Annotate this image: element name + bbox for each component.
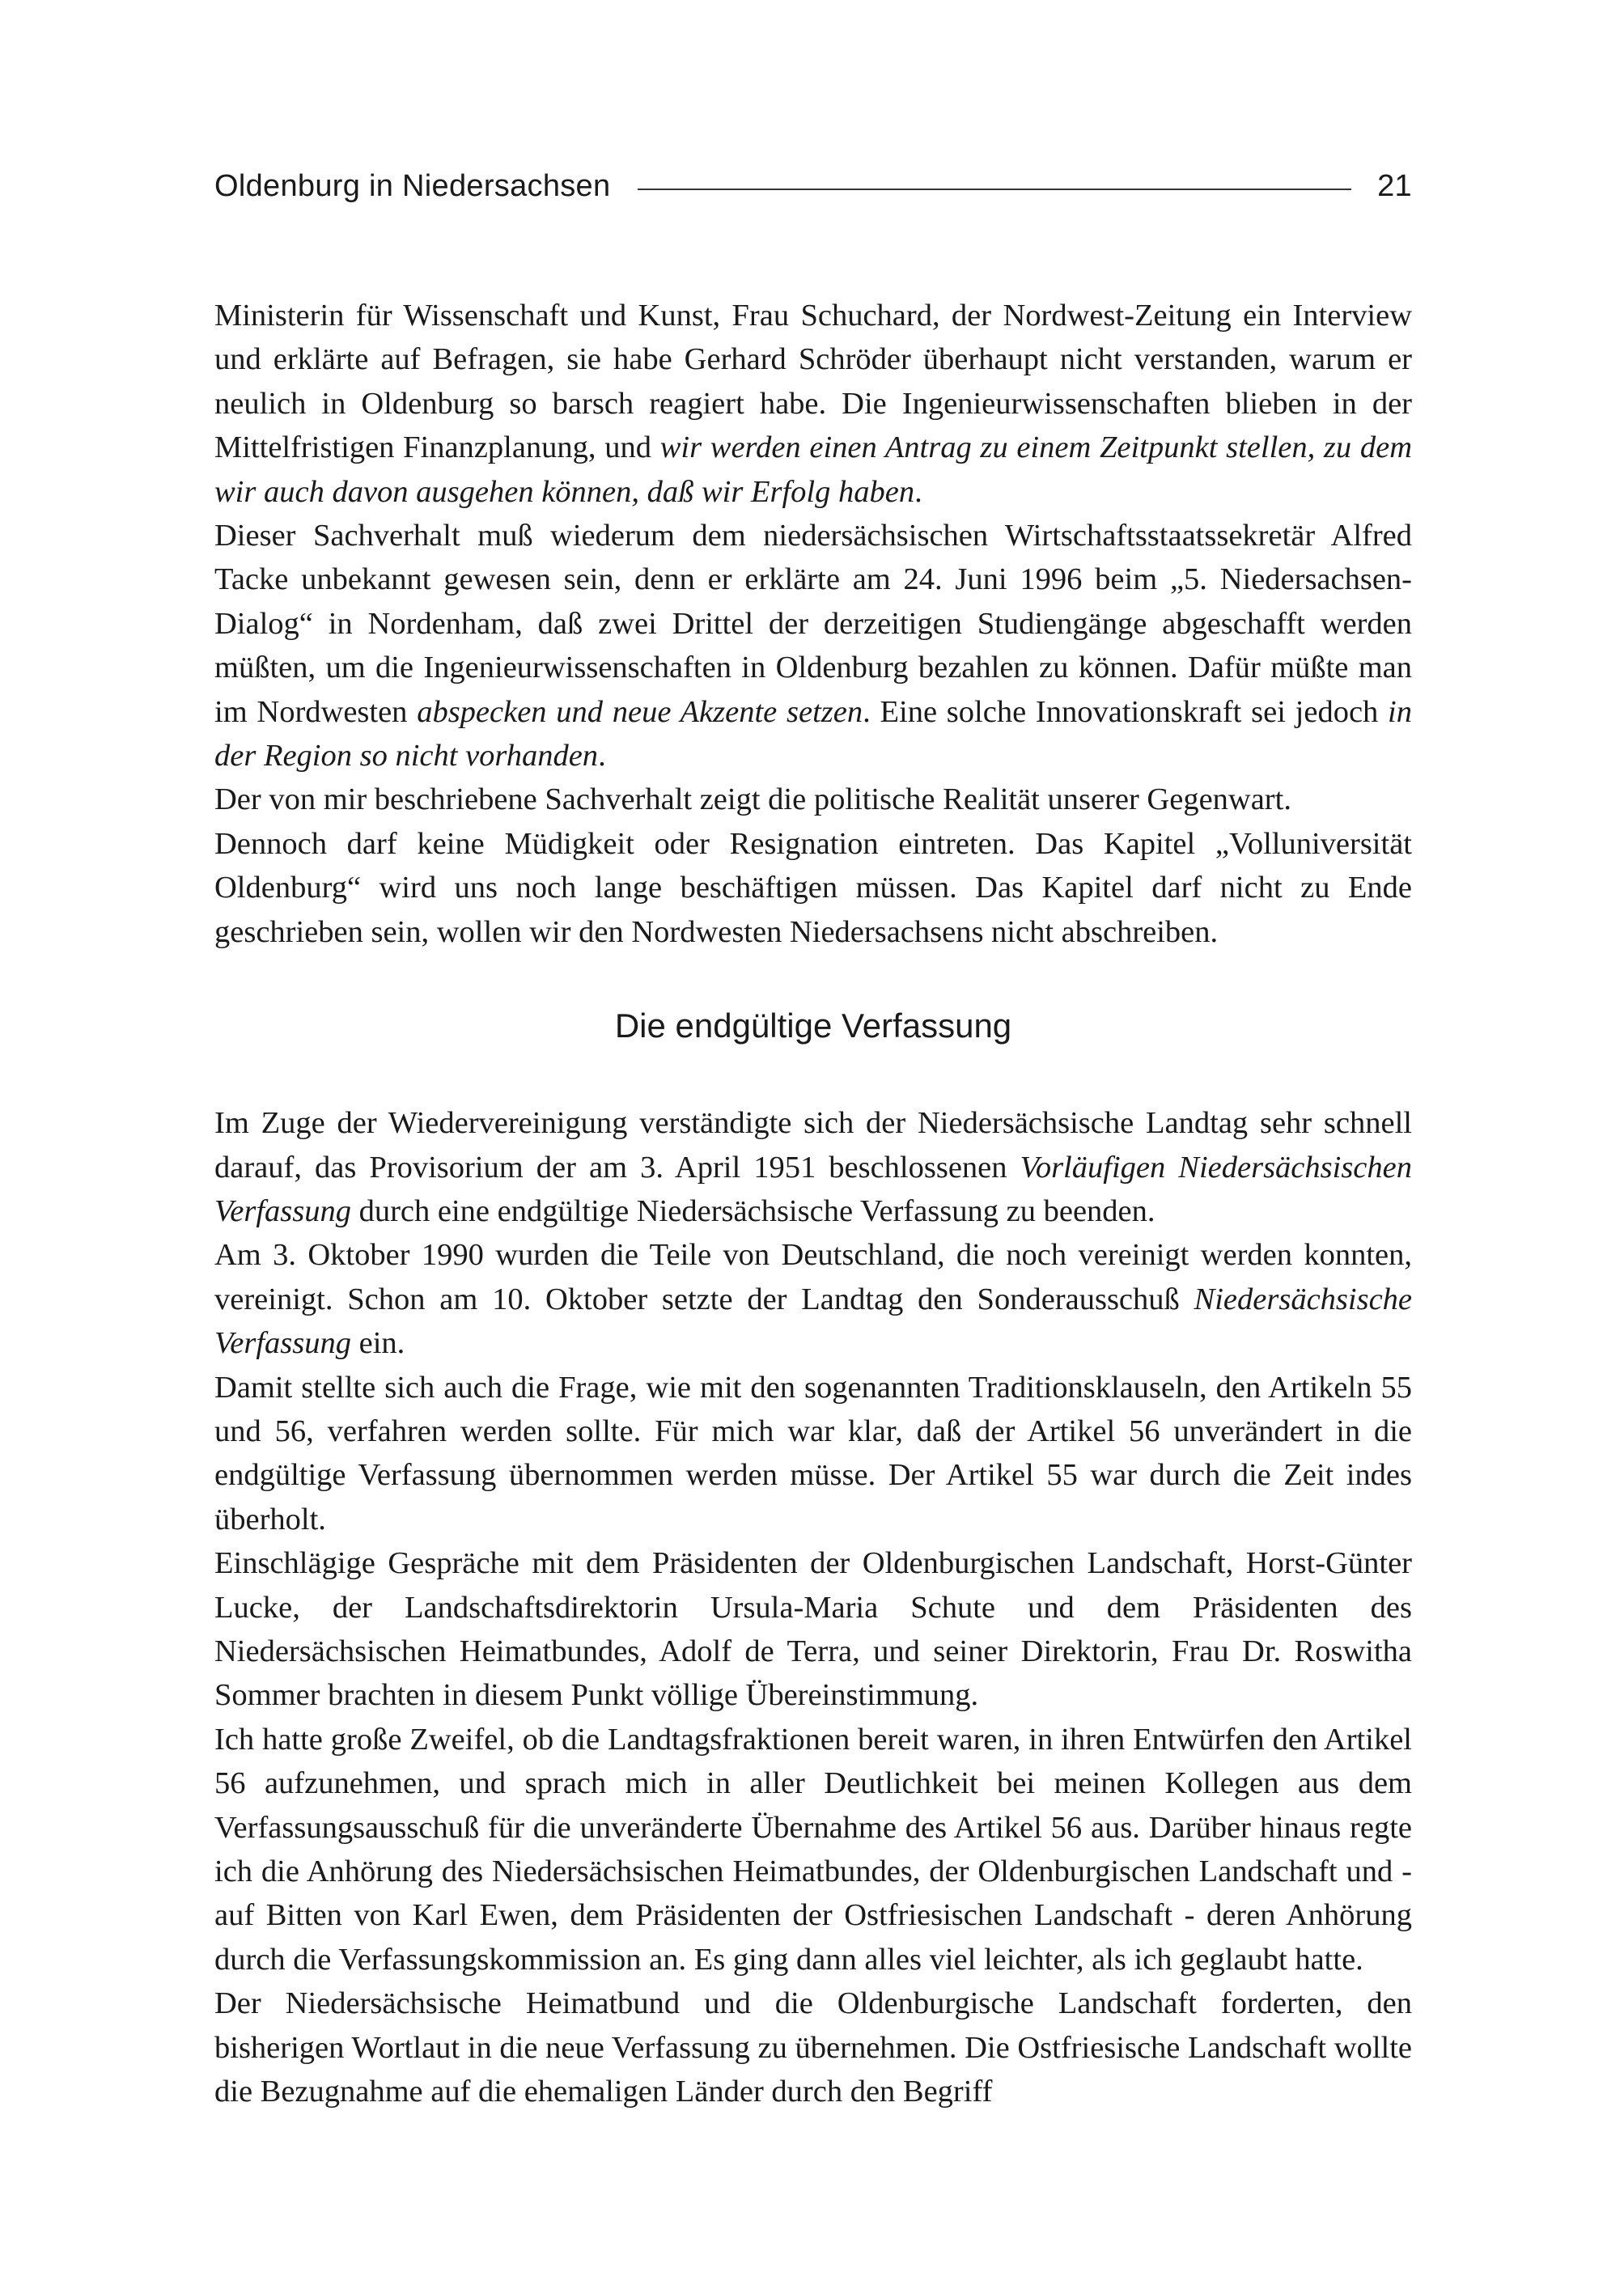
paragraph bbox=[214, 1981, 1412, 2113]
paragraph bbox=[214, 778, 1412, 821]
text-run: Ich hatte große Zweifel, ob die Landtagsfraktionen bereit waren, in ihren Entwürfen den Artikel 56 aufzunehmen, und sprach mich in aller Deutlichkeit bei meinen Kollegen aus dem Verfassungsausschuß für die unveränderte Übernahme des Artikel 56 aus. Darüber hinaus regte ich die Anhörung des Niedersächsischen Heimatbundes, der Oldenburgischen Landschaft und - auf Bitten von Karl Ewen, dem Präsidenten der Ostfriesischen Landschaft - deren Anhörung durch die Verfassungskommission an. Es ging dann alles viel leichter, als ich geglaubt hatte. bbox=[214, 1722, 1412, 1977]
paragraph bbox=[214, 1718, 1412, 1981]
book-page bbox=[214, 158, 1412, 2113]
text-run: Der von mir beschriebene Sachverhalt zeigt die politische Realität unserer Gegenwart. bbox=[214, 782, 1291, 817]
text-run: ein. bbox=[350, 1326, 405, 1361]
section-heading: Die endgültige Verfassung bbox=[614, 1007, 1012, 1045]
page-number: 21 bbox=[1377, 168, 1412, 203]
paragraph bbox=[214, 822, 1412, 954]
paragraph bbox=[214, 1541, 1412, 1718]
paragraph bbox=[214, 514, 1412, 778]
text-run: . bbox=[914, 474, 922, 509]
italic-text: Niedersächsische Verfassung bbox=[214, 1282, 1412, 1361]
text-run: Der Niedersächsische Heimatbund und die Oldenburgische Landschaft forderten, den bisherigen Wortlaut in die neue Verfassung zu übernehmen. Die Ostfriesische Landschaft wollte die Bezugnahme auf die ehemaligen Länder durch den Begriff bbox=[214, 1986, 1412, 2109]
paragraph bbox=[214, 1233, 1412, 1365]
section-intro bbox=[214, 294, 1412, 954]
text-run: Ministerin für Wissenschaft und Kunst, Frau Schuchard, der Nordwest-Zeitung ein Interview und erklärte auf Befragen, sie habe Gerhard Schröder überhaupt nicht verstanden, warum er neulich in Oldenburg so barsch reagiert habe. Die Ingenieurwissenschaften blieben in der Mittelfristigen Finanzplanung, und bbox=[214, 299, 1412, 465]
running-title: Oldenburg in Niedersachsen bbox=[214, 168, 611, 203]
text-run: . bbox=[598, 739, 606, 774]
text-run: Dennoch darf keine Müdigkeit oder Resignation eintreten. Das Kapitel „Volluniversität Oldenburg“ wird uns noch lange beschäftigen müssen. Das Kapitel darf nicht zu Ende geschrieben sein, wollen wir den Nordwesten Niedersachsens nicht abschreiben. bbox=[214, 826, 1412, 949]
running-header bbox=[214, 158, 1412, 214]
paragraph bbox=[214, 1366, 1412, 1542]
italic-text: in der Region so nicht vorhanden bbox=[214, 694, 1412, 774]
body-text bbox=[214, 294, 1412, 2113]
text-run: durch eine endgültige Niedersächsische Verfassung zu beenden. bbox=[350, 1193, 1155, 1228]
header-rule bbox=[638, 189, 1351, 190]
italic-text: Vorläufigen Niedersächsischen Verfassung bbox=[214, 1150, 1412, 1228]
text-run: Am 3. Oktober 1990 wurden die Teile von Deutschland, die noch vereinigt werden konnten, vereinigt. Schon am 10. Oktober setzte der Landtag den Sonderausschuß bbox=[214, 1238, 1412, 1316]
italic-text: abspecken und neue Akzente setzen bbox=[417, 694, 863, 729]
paragraph bbox=[214, 294, 1412, 514]
paragraph bbox=[214, 1101, 1412, 1233]
italic-text: wir werden einen Antrag zu einem Zeitpunkt stellen, zu dem wir auch davon ausgehen können, daß wir Erfolg haben bbox=[214, 430, 1412, 509]
text-run: Im Zuge der Wiedervereinigung verständigte sich der Niedersächsische Landtag sehr schnell darauf, das Provisorium der am 3. April 1951 beschlossenen bbox=[214, 1106, 1412, 1185]
section-verfassung bbox=[214, 1101, 1412, 2113]
text-run: Dieser Sachverhalt muß wiederum dem niedersächsischen Wirtschaftsstaatssekretär Alfred Tacke unbekannt gewesen sein, denn er erklärte am 24. Juni 1996 beim „5. Niedersachsen-Dialog“ in Nordenham, daß zwei Drittel der derzeitigen Studiengänge abgeschafft werden müßten, um die Ingenieurwissenschaften in Oldenburg bezahlen zu können. Dafür müßte man im Nordwesten bbox=[214, 519, 1412, 729]
text-run: Einschlägige Gespräche mit dem Präsidenten der Oldenburgischen Landschaft, Horst-Günter Lucke, der Landschaftsdirektorin Ursula-Maria Schute und dem Präsidenten des Niedersächsischen Heimatbundes, Adolf de Terra, und seiner Direktorin, Frau Dr. Roswitha Sommer brachten in diesem Punkt völlige Übereinstimmung. bbox=[214, 1546, 1412, 1713]
text-run: Damit stellte sich auch die Frage, wie mit den sogenannten Traditionsklauseln, den Artikeln 55 und 56, verfahren werden sollte. Für mich war klar, daß der Artikel 56 unverändert in die endgültige Verfassung übernommen werden müsse. Der Artikel 55 war durch die Zeit indes überholt. bbox=[214, 1370, 1412, 1536]
text-run: . Eine solche Innovationskraft sei jedoch bbox=[863, 694, 1389, 729]
